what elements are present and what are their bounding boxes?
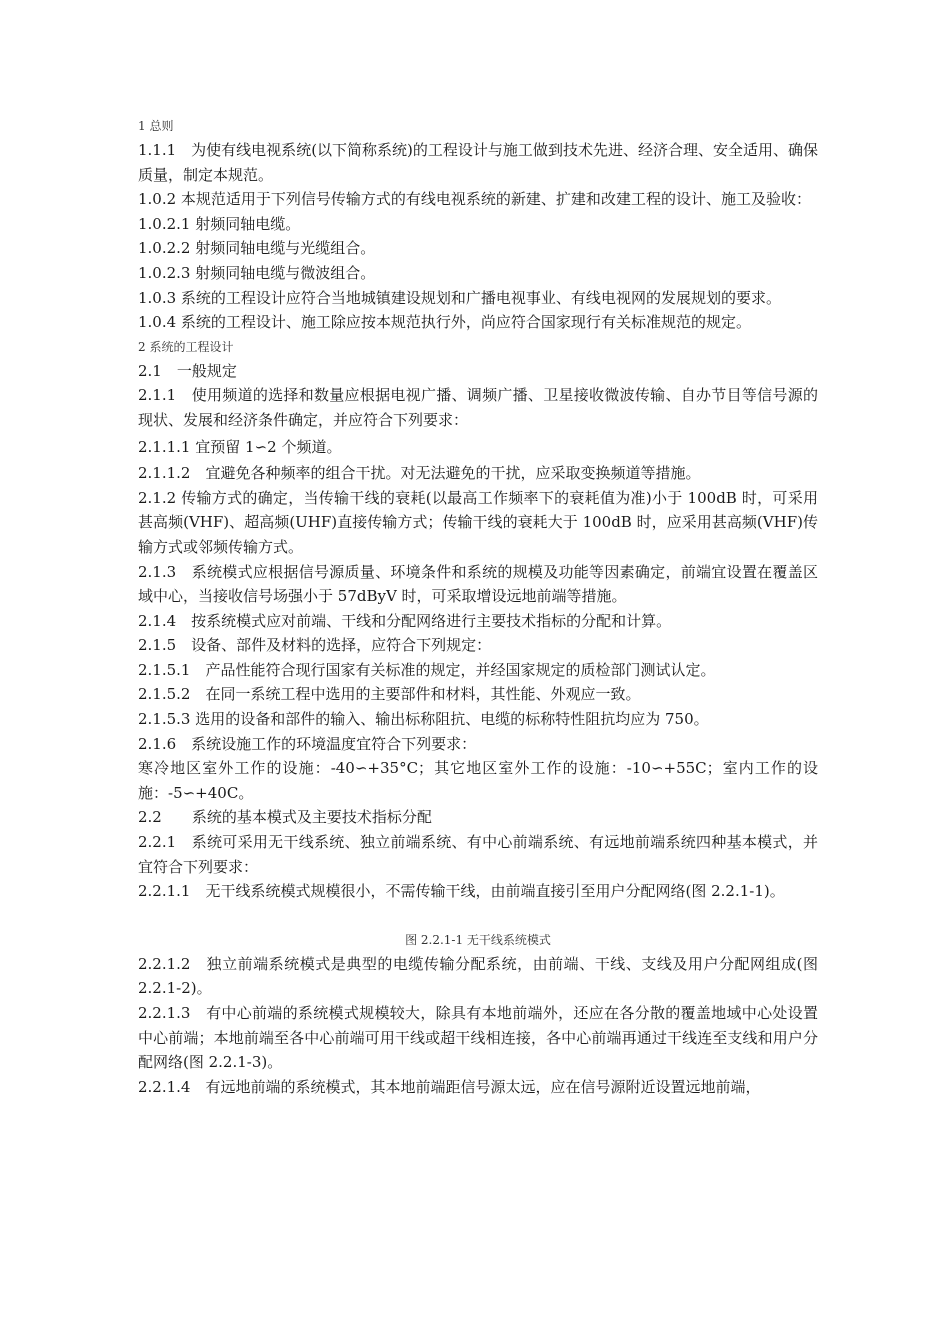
paragraph-2-2-1-3: 2.2.1.3 有中心前端的系统模式规模较大，除具有本地前端外，还应在各分散的覆盖地域中心处设置中心前端；本地前端至各中心前端可用干线或超干线相连接，各中心前端再通过干线连至支线和用户分配网络(图 2.2.1-3)。 — [138, 1004, 818, 1072]
paragraph-1-0-2-2: 1.0.2.2 射频同轴电缆与光缆组合。 — [138, 239, 376, 258]
paragraph-2-1-1-1: 2.1.1.1 宜预留 1∽2 个频道。 — [138, 437, 342, 456]
paragraph-2-1-4: 2.1.4 按系统模式应对前端、干线和分配网络进行主要技术指标的分配和计算。 — [138, 611, 672, 630]
paragraph-1-0-2-1: 1.0.2.1 射频同轴电缆。 — [138, 214, 301, 233]
paragraph-1-0-4: 1.0.4 系统的工程设计、施工除应按本规范执行外，尚应符合国家现行有关标准规范的规定。 — [138, 313, 751, 332]
paragraph-2-2-1-4: 2.2.1.4 有远地前端的系统模式，其本地前端距信号源太远，应在信号源附近设置远地前端， — [138, 1077, 761, 1096]
paragraph-2-1-2: 2.1.2 传输方式的确定，当传输干线的衰耗(以最高工作频率下的衰耗值为准)小于 100dB 时，可采用甚高频(VHF)、超高频(UHF)直接传输方式；传输干线的衰耗大于 100dB 时，应采用甚高频(VHF)传输方式或邻频传输方式。 — [138, 488, 818, 556]
paragraph-2-1-5: 2.1.5 设备、部件及材料的选择，应符合下列规定： — [138, 636, 492, 655]
document-page — [138, 114, 823, 1099]
figure-placeholder — [138, 904, 818, 928]
paragraph-1-0-3: 1.0.3 系统的工程设计应符合当地城镇建设规划和广播电视事业、有线电视网的发展规划的要求。 — [138, 288, 781, 307]
paragraph-2-1: 2.1 一般规定 — [138, 361, 237, 380]
paragraph-2-1-5-1: 2.1.5.1 产品性能符合现行国家有关标准的规定，并经国家规定的质检部门测试认定。 — [138, 660, 716, 679]
section-heading-2: 2 系统的工程设计 — [138, 339, 234, 354]
paragraph-2-1-3: 2.1.3 系统模式应根据信号源质量、环境条件和系统的规模及功能等因素确定，前端宜设置在覆盖区域中心，当接收信号场强小于 57dByV 时，可采取增设远地前端等措施。 — [138, 562, 818, 606]
paragraph-1-1-1: 1.1.1 为使有线电视系统(以下简称系统)的工程设计与施工做到技术先进、经济合理、安全适用、确保质量，制定本规范。 — [138, 141, 818, 184]
paragraph-temperature: 寒冷地区室外工作的设施：-40∽+35°C；其它地区室外工作的设施：-10∽+55C；室内工作的设施：-5∽+40C。 — [138, 759, 818, 802]
paragraph-2-1-1-2: 2.1.1.2 宜避免各种频率的组合干扰。对无法避免的干扰，应采取变换频道等措施。 — [138, 464, 701, 483]
paragraph-2-1-6: 2.1.6 系统设施工作的环境温度宜符合下列要求： — [138, 734, 477, 753]
figure-caption: 图 2.2.1-1 无干线系统模式 — [405, 932, 551, 947]
paragraph-2-2-1: 2.2.1 系统可采用无干线系统、独立前端系统、有中心前端系统、有远地前端系统四种基本模式，并宜符合下列要求： — [138, 833, 818, 876]
paragraph-2-1-5-2: 2.1.5.2 在同一系统工程中选用的主要部件和材料，其性能、外观应一致。 — [138, 685, 641, 704]
paragraph-1-0-2-3: 1.0.2.3 射频同轴电缆与微波组合。 — [138, 263, 376, 282]
paragraph-2-2-1-2: 2.2.1.2 独立前端系统模式是典型的电缆传输分配系统，由前端、干线、支线及用户分配网组成(图 2.2.1-2)。 — [138, 954, 823, 998]
section-heading-1: 1 总则 — [138, 119, 174, 133]
paragraph-1-0-2: 1.0.2 本规范适用于下列信号传输方式的有线电视系统的新建、扩建和改建工程的设计、施工及验收： — [138, 190, 811, 209]
paragraph-2-1-5-3: 2.1.5.3 选用的设备和部件的输入、输出标称阻抗、电缆的标称特性阻抗均应为 750。 — [138, 710, 709, 729]
paragraph-2-2: 2.2 系统的基本模式及主要技术指标分配 — [138, 808, 432, 827]
paragraph-2-1-1: 2.1.1 使用频道的选择和数量应根据电视广播、调频广播、卫星接收微波传输、自办节目等信号源的现状、发展和经济条件确定，并应符合下列要求： — [138, 386, 818, 429]
paragraph-2-2-1-1: 2.2.1.1 无干线系统模式规模很小，不需传输干线，由前端直接引至用户分配网络(图 2.2.1-1)。 — [138, 882, 785, 901]
